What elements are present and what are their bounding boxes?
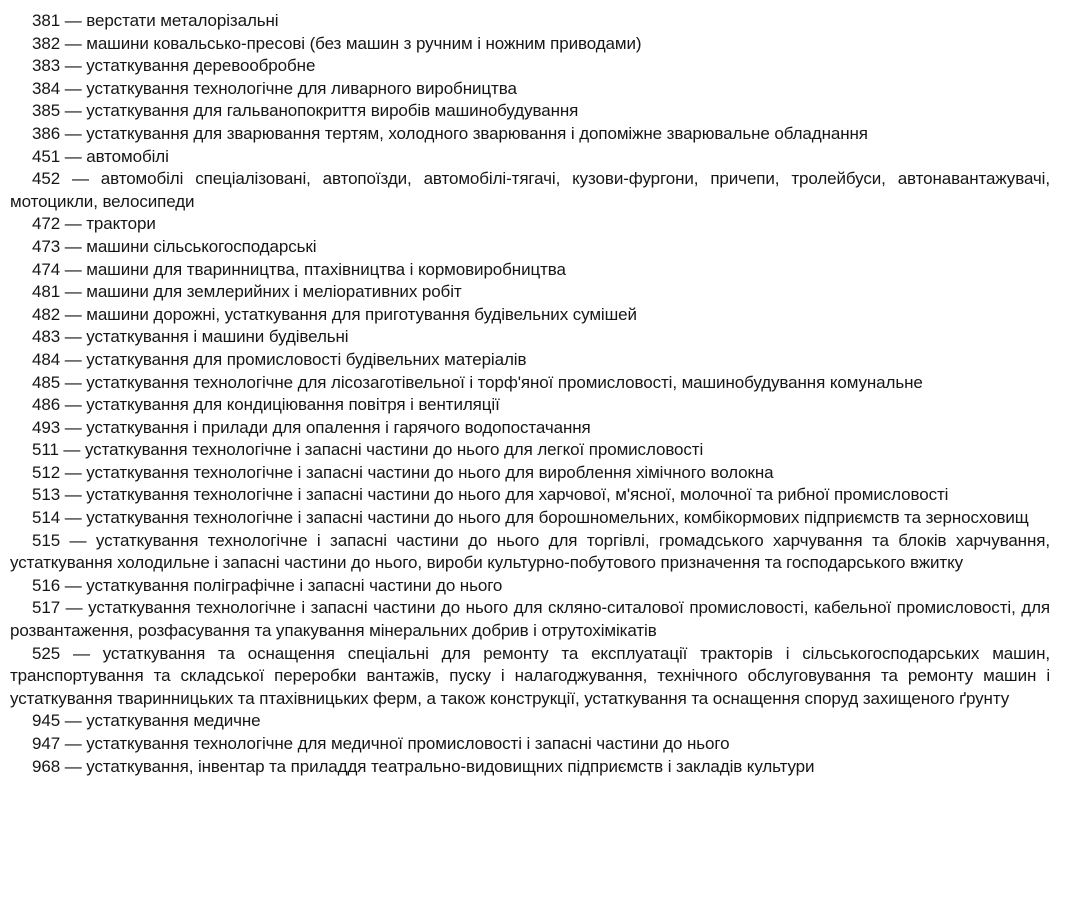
entry-code: 451 xyxy=(32,146,61,166)
code-list xyxy=(10,10,1050,778)
list-item: 382 — машини ковальсько-пресові (без машин з ручним і ножним приводами) xyxy=(32,33,642,53)
entry-code: 514 xyxy=(32,508,61,528)
entry-code: 486 xyxy=(32,395,61,415)
entry-code: 485 xyxy=(32,372,61,392)
entry-text: машини сільськогосподарські xyxy=(86,236,317,256)
entry-code: 381 xyxy=(32,11,61,30)
entry-text: устаткування технологічне для медичної промисловості і запасні частини до нього xyxy=(86,734,730,753)
list-item: 483 — устаткування і машини будівельні xyxy=(32,327,349,347)
entry-text: машини для землерийних і меліоративних робіт xyxy=(86,282,462,302)
list-item: 386 — устаткування для зварювання тертям, холодного зварювання і допоміжне зварювальне обладнання xyxy=(32,123,868,143)
entry-code: 525 xyxy=(32,643,61,663)
entry-text: автомобілі спеціалізовані, автопоїзди, автомобілі-тягачі, кузови-фургони, причепи, тролейбуси, автонавантажувачі, мотоцикли, велосипеди xyxy=(10,169,1050,211)
list-item: 473 — машини сільськогосподарські xyxy=(32,236,317,256)
entry-text: устаткування поліграфічне і запасні частини до нього xyxy=(86,575,503,595)
entry-code: 385 xyxy=(32,101,61,121)
entry-code: 382 xyxy=(32,33,61,53)
list-item: 486 — устаткування для кондиціювання повітря і вентиляції xyxy=(32,395,500,415)
entry-code: 517 xyxy=(32,598,61,618)
entry-text: устаткування та оснащення спеціальні для ремонту та експлуатації тракторів і сільськогосподарських машин, транспортування та складської переробки вантажів, пуску і налагоджування, технічного обслуговування та ремонту машин і устаткування тваринницьких та птахівницьких ферм, а також конструкції, устаткування та оснащення споруд захищеного ґрунту xyxy=(10,643,1050,708)
list-item: 482 — машини дорожні, устаткування для приготування будівельних сумішей xyxy=(32,304,637,324)
entry-code: 947 xyxy=(32,734,61,753)
entry-text: устаткування, інвентар та приладдя театрально-видовищних підприємств і закладів культури xyxy=(86,756,815,776)
entry-text: устаткування і прилади для опалення і гарячого водопостачання xyxy=(86,417,591,437)
list-item: 947 — устаткування технологічне для медичної промисловості і запасні частини до нього xyxy=(32,734,730,753)
entry-text: устаткування технологічне і запасні частини до нього для легкої промисловості xyxy=(84,440,704,460)
list-item: 385 — устаткування для гальванопокриття виробів машинобудування xyxy=(32,101,579,121)
entry-text: устаткування технологічне і запасні частини до нього для торгівлі, громадського харчування та блоків харчування, устаткування холодильне і запасні частини до нього, вироби культурно-побутового призначення та господарського вжитку xyxy=(10,530,1050,573)
entry-code: 945 xyxy=(32,711,61,731)
list-item: 525 — устаткування та оснащення спеціальні для ремонту та експлуатації тракторів і сільськогосподарських машин, транспортування та складської переробки вантажів, пуску і налагоджування, технічного обслуговування та ремонту машин і устаткування тваринницьких та птахівницьких ферм, а також конструкції, устаткування та оснащення споруд захищеного ґрунту xyxy=(10,643,1050,708)
list-item: 451 — автомобілі xyxy=(32,146,169,166)
entry-text: устаткування технологічне і запасні частини до нього для харчової, м'ясної, молочної та рибної промисловості xyxy=(86,485,949,505)
entry-text: автомобілі xyxy=(86,146,169,166)
entry-code: 386 xyxy=(32,123,61,143)
list-item: 968 — устаткування, інвентар та приладдя театрально-видовищних підприємств і закладів культури xyxy=(32,756,815,776)
entry-code: 452 xyxy=(32,169,61,189)
entry-text: верстати металорізальні xyxy=(86,11,279,30)
entry-text: устаткування для промисловості будівельних матеріалів xyxy=(86,349,527,369)
entry-code: 483 xyxy=(32,327,61,347)
entry-text: устаткування для гальванопокриття виробів машинобудування xyxy=(86,101,579,121)
entry-text: устаткування і машини будівельні xyxy=(86,327,349,347)
entry-text: устаткування технологічне і запасні частини до нього для вироблення хімічного волокна xyxy=(86,462,774,482)
list-item: 517 — устаткування технологічне і запасні частини до нього для скляно-ситалової промисловості, кабельної промисловості, для розвантаження, розфасування та упакування мінеральних добрив і отрутохімікатів xyxy=(10,598,1050,641)
list-item: 452 — автомобілі спеціалізовані, автопоїзди, автомобілі-тягачі, кузови-фургони, причепи, тролейбуси, автонавантажувачі, мотоцикли, велосипеди xyxy=(10,169,1050,211)
entry-text: устаткування медичне xyxy=(86,711,261,731)
entry-text: устаткування для кондиціювання повітря і вентиляції xyxy=(86,395,500,415)
entry-code: 473 xyxy=(32,236,61,256)
entry-code: 513 xyxy=(32,485,61,505)
entry-text: устаткування технологічне для ливарного виробництва xyxy=(86,78,517,98)
document-page xyxy=(10,10,1050,778)
entry-code: 474 xyxy=(32,259,61,279)
entry-code: 515 xyxy=(32,530,61,550)
entry-code: 482 xyxy=(32,304,61,324)
entry-code: 516 xyxy=(32,575,61,595)
entry-code: 484 xyxy=(32,349,61,369)
list-item: 945 — устаткування медичне xyxy=(32,711,261,731)
list-item: 516 — устаткування поліграфічне і запасні частини до нього xyxy=(32,575,503,595)
list-item: 384 — устаткування технологічне для ливарного виробництва xyxy=(32,78,517,98)
list-item: 474 — машини для тваринництва, птахівництва і кормовиробництва xyxy=(32,259,566,279)
entry-text: машини дорожні, устаткування для приготування будівельних сумішей xyxy=(86,304,637,324)
entry-text: машини ковальсько-пресові (без машин з ручним і ножним приводами) xyxy=(86,33,642,53)
entry-code: 472 xyxy=(32,214,61,234)
entry-code: 512 xyxy=(32,462,61,482)
entry-text: машини для тваринництва, птахівництва і кормовиробництва xyxy=(86,259,566,279)
list-item: 511 — устаткування технологічне і запасні частини до нього для легкої промисловості xyxy=(32,440,704,460)
entry-code: 968 xyxy=(32,756,61,776)
list-item: 493 — устаткування і прилади для опалення і гарячого водопостачання xyxy=(32,417,591,437)
entry-text: устаткування для зварювання тертям, холодного зварювання і допоміжне зварювальне обладнання xyxy=(86,123,868,143)
list-item: 381 — верстати металорізальні xyxy=(32,11,279,30)
list-item: 472 — трактори xyxy=(32,214,156,234)
entry-code: 493 xyxy=(32,417,61,437)
list-item: 515 — устаткування технологічне і запасні частини до нього для торгівлі, громадського харчування та блоків харчування, устаткування холодильне і запасні частини до нього, вироби культурно-побутового призначення та господарського вжитку xyxy=(10,530,1050,573)
entry-text: устаткування деревообробне xyxy=(86,56,316,76)
list-item: 383 — устаткування деревообробне xyxy=(32,56,316,76)
list-item: 512 — устаткування технологічне і запасні частини до нього для вироблення хімічного волокна xyxy=(32,462,774,482)
entry-code: 511 xyxy=(32,440,59,460)
list-item: 514 — устаткування технологічне і запасні частини до нього для борошномельних, комбікормових підприємств та зерносховищ xyxy=(32,508,1029,528)
entry-text: устаткування технологічне і запасні частини до нього для борошномельних, комбікормових підприємств та зерносховищ xyxy=(86,508,1029,528)
list-item: 481 — машини для землерийних і меліоративних робіт xyxy=(32,282,462,302)
entry-text: устаткування технологічне для лісозаготівельної і торф'яної промисловості, машинобудування комунальне xyxy=(86,372,923,392)
entry-code: 481 xyxy=(32,282,61,302)
list-item: 485 — устаткування технологічне для лісозаготівельної і торф'яної промисловості, машинобудування комунальне xyxy=(32,372,923,392)
entry-text: трактори xyxy=(86,214,156,234)
entry-text: устаткування технологічне і запасні частини до нього для скляно-ситалової промисловості, кабельної промисловості, для розвантаження, розфасування та упакування мінеральних добрив і отрутохімікатів xyxy=(10,598,1050,641)
entry-code: 384 xyxy=(32,78,61,98)
entry-code: 383 xyxy=(32,56,61,76)
list-item: 513 — устаткування технологічне і запасні частини до нього для харчової, м'ясної, молочної та рибної промисловості xyxy=(32,485,949,505)
list-item: 484 — устаткування для промисловості будівельних матеріалів xyxy=(32,349,527,369)
